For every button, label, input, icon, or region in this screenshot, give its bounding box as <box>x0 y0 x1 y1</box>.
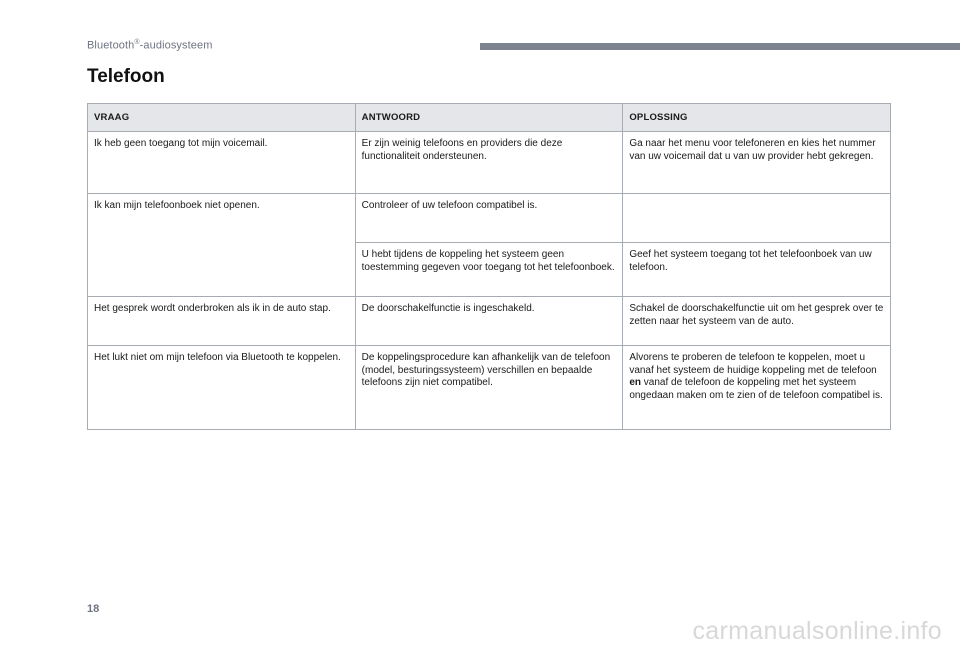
solution-text-end: vanaf de telefoon de koppeling met het systeem ongedaan maken om te zien of de telefoon compatibel is. <box>629 377 883 401</box>
table-header-row <box>88 104 891 132</box>
question-cell: Ik kan mijn telefoonboek niet openen. <box>88 194 356 297</box>
table-row <box>88 346 891 430</box>
answer-cell: De koppelingsprocedure kan afhankelijk van de telefoon (model, besturingssysteem) verschillen en bepaalde telefoons zijn niet compatibel. <box>355 346 623 430</box>
solution-cell: Schakel de doorschakelfunctie uit om het gesprek over te zetten naar het systeem van de auto. <box>623 297 891 346</box>
solution-cell-empty <box>623 194 891 243</box>
header-answer: ANTWOORD <box>355 104 623 132</box>
page-number: 18 <box>87 603 100 615</box>
header-solution: OPLOSSING <box>623 104 891 132</box>
solution-cell <box>623 346 891 430</box>
question-cell: Ik heb geen toegang tot mijn voicemail. <box>88 132 356 194</box>
section-title: Telefoon <box>87 66 165 87</box>
solution-text-start: Alvorens te proberen de telefoon te koppelen, moet u vanaf het systeem de huidige koppeling met de telefoon <box>629 352 877 376</box>
answer-cell: U hebt tijdens de koppeling het systeem geen toestemming gegeven voor toegang tot het telefoonboek. <box>355 243 623 297</box>
solution-emphasis: en <box>629 377 641 388</box>
watermark: carmanualsonline.info <box>692 617 942 645</box>
solution-cell: Geef het systeem toegang tot het telefoonboek van uw telefoon. <box>623 243 891 297</box>
table-row <box>88 194 891 243</box>
answer-cell: De doorschakelfunctie is ingeschakeld. <box>355 297 623 346</box>
header-bar <box>480 43 960 50</box>
solution-cell: Ga naar het menu voor telefoneren en kies het nummer van uw voicemail dat u van uw provider hebt gekregen. <box>623 132 891 194</box>
answer-cell: Er zijn weinig telefoons en providers die deze functionaliteit ondersteunen. <box>355 132 623 194</box>
answer-cell: Controleer of uw telefoon compatibel is. <box>355 194 623 243</box>
troubleshooting-table <box>87 103 891 430</box>
question-cell: Het gesprek wordt onderbroken als ik in de auto stap. <box>88 297 356 346</box>
registered-mark: ® <box>134 39 140 46</box>
table-row <box>88 297 891 346</box>
running-header <box>87 39 213 52</box>
header-question: VRAAG <box>88 104 356 132</box>
running-header-text: Bluetooth <box>87 39 135 52</box>
running-header-suffix: -audiosysteem <box>139 39 213 52</box>
question-cell: Het lukt niet om mijn telefoon via Bluetooth te koppelen. <box>88 346 356 430</box>
table-row <box>88 132 891 194</box>
